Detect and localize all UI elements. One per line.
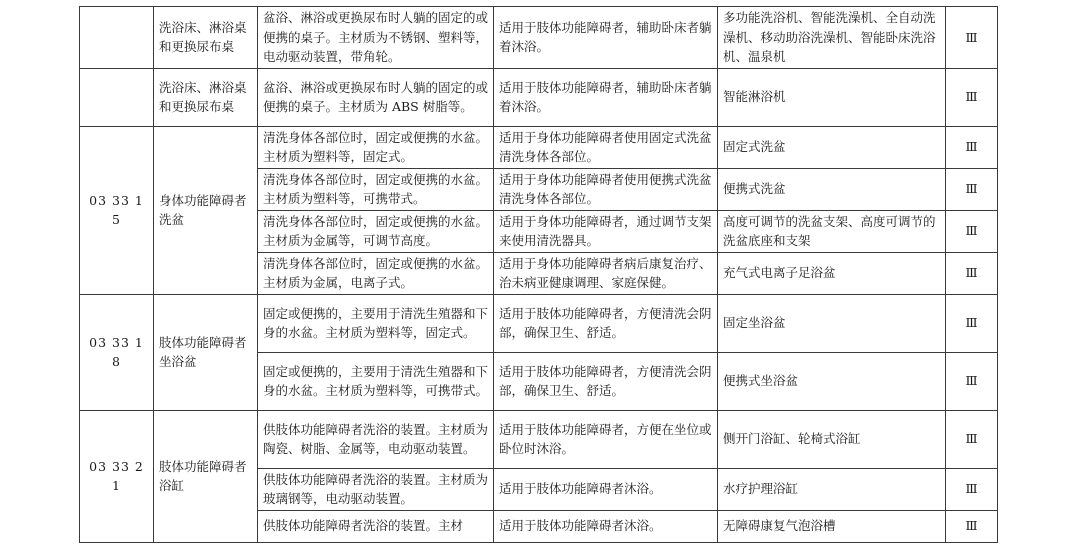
management-class: Ⅲ xyxy=(946,410,998,468)
product-examples: 多功能洗浴机、智能洗澡机、全自动洗澡机、移动助浴洗澡机、智能卧床洗浴机、温泉机 xyxy=(718,7,946,69)
product-examples: 水疗护理浴缸 xyxy=(718,468,946,510)
table-row xyxy=(80,410,998,468)
product-examples: 便携式洗盆 xyxy=(718,168,946,210)
intended-use: 适用于肢体功能障碍者，方便清洗会阴部，确保卫生、舒适。 xyxy=(494,294,718,352)
category-code xyxy=(80,68,154,126)
product-description: 清洗身体各部位时，固定或便携的水盆。主材质为金属，电离子式。 xyxy=(258,252,494,294)
category-code xyxy=(80,7,154,69)
management-class: Ⅲ xyxy=(946,68,998,126)
product-examples: 便携式坐浴盆 xyxy=(718,352,946,410)
category-code: 03 33 15 xyxy=(80,126,154,294)
management-class: Ⅲ xyxy=(946,468,998,510)
management-class: Ⅲ xyxy=(946,352,998,410)
intended-use: 适用于身体功能障碍者使用固定式洗盆清洗身体各部位。 xyxy=(494,126,718,168)
intended-use: 适用于肢体功能障碍者，方便在坐位或卧位时沐浴。 xyxy=(494,410,718,468)
product-description: 盆浴、淋浴或更换尿布时人躺的固定的或便携的桌子。主材质为 ABS 树脂等。 xyxy=(258,68,494,126)
management-class: Ⅲ xyxy=(946,7,998,69)
intended-use: 适用于身体功能障碍者，通过调节支架来使用清洗器具。 xyxy=(494,210,718,252)
management-class: Ⅲ xyxy=(946,210,998,252)
intended-use: 适用于肢体功能障碍者，辅助卧床者躺着沐浴。 xyxy=(494,68,718,126)
table-row xyxy=(80,7,998,69)
product-examples: 无障碍康复气泡浴槽 xyxy=(718,510,946,542)
intended-use: 适用于肢体功能障碍者沐浴。 xyxy=(494,510,718,542)
product-description: 供肢体功能障碍者洗浴的装置。主材质为玻璃钢等，电动驱动装置。 xyxy=(258,468,494,510)
management-class: Ⅲ xyxy=(946,168,998,210)
intended-use: 适用于肢体功能障碍者，辅助卧床者躺着沐浴。 xyxy=(494,7,718,69)
product-catalog-table xyxy=(79,6,998,543)
table-row xyxy=(80,294,998,352)
management-class: Ⅲ xyxy=(946,294,998,352)
product-examples: 固定坐浴盆 xyxy=(718,294,946,352)
category-name: 洗浴床、淋浴桌和更换尿布桌 xyxy=(154,7,258,69)
product-examples: 充气式电离子足浴盆 xyxy=(718,252,946,294)
product-description: 清洗身体各部位时，固定或便携的水盆。主材质为金属等，可调节高度。 xyxy=(258,210,494,252)
table-row xyxy=(80,126,998,168)
management-class: Ⅲ xyxy=(946,126,998,168)
product-description: 清洗身体各部位时，固定或便携的水盆。主材质为塑料等，可携带式。 xyxy=(258,168,494,210)
product-examples: 侧开门浴缸、轮椅式浴缸 xyxy=(718,410,946,468)
product-description: 供肢体功能障碍者洗浴的装置。主材 xyxy=(258,510,494,542)
product-examples: 高度可调节的洗盆支架、高度可调节的洗盆底座和支架 xyxy=(718,210,946,252)
category-name: 身体功能障碍者洗盆 xyxy=(154,126,258,294)
product-description: 固定或便携的，主要用于清洗生殖器和下身的水盆。主材质为塑料等，固定式。 xyxy=(258,294,494,352)
product-description: 清洗身体各部位时，固定或便携的水盆。主材质为塑料等，固定式。 xyxy=(258,126,494,168)
table-row xyxy=(80,68,998,126)
category-name: 肢体功能障碍者浴缸 xyxy=(154,410,258,542)
product-examples: 智能淋浴机 xyxy=(718,68,946,126)
product-description: 供肢体功能障碍者洗浴的装置。主材质为陶瓷、树脂、金属等，电动驱动装置。 xyxy=(258,410,494,468)
category-name: 洗浴床、淋浴桌和更换尿布桌 xyxy=(154,68,258,126)
intended-use: 适用于身体功能障碍者病后康复治疗、治未病亚健康调理、家庭保健。 xyxy=(494,252,718,294)
intended-use: 适用于肢体功能障碍者沐浴。 xyxy=(494,468,718,510)
category-name: 肢体功能障碍者坐浴盆 xyxy=(154,294,258,410)
management-class: Ⅲ xyxy=(946,510,998,542)
product-description: 固定或便携的，主要用于清洗生殖器和下身的水盆。主材质为塑料等，可携带式。 xyxy=(258,352,494,410)
category-code: 03 33 21 xyxy=(80,410,154,542)
intended-use: 适用于肢体功能障碍者，方便清洗会阴部，确保卫生、舒适。 xyxy=(494,352,718,410)
product-examples: 固定式洗盆 xyxy=(718,126,946,168)
management-class: Ⅲ xyxy=(946,252,998,294)
category-code: 03 33 18 xyxy=(80,294,154,410)
product-description: 盆浴、淋浴或更换尿布时人躺的固定的或便携的桌子。主材质为不锈钢、塑料等，电动驱动装置，带角轮。 xyxy=(258,7,494,69)
intended-use: 适用于身体功能障碍者使用便携式洗盆清洗身体各部位。 xyxy=(494,168,718,210)
